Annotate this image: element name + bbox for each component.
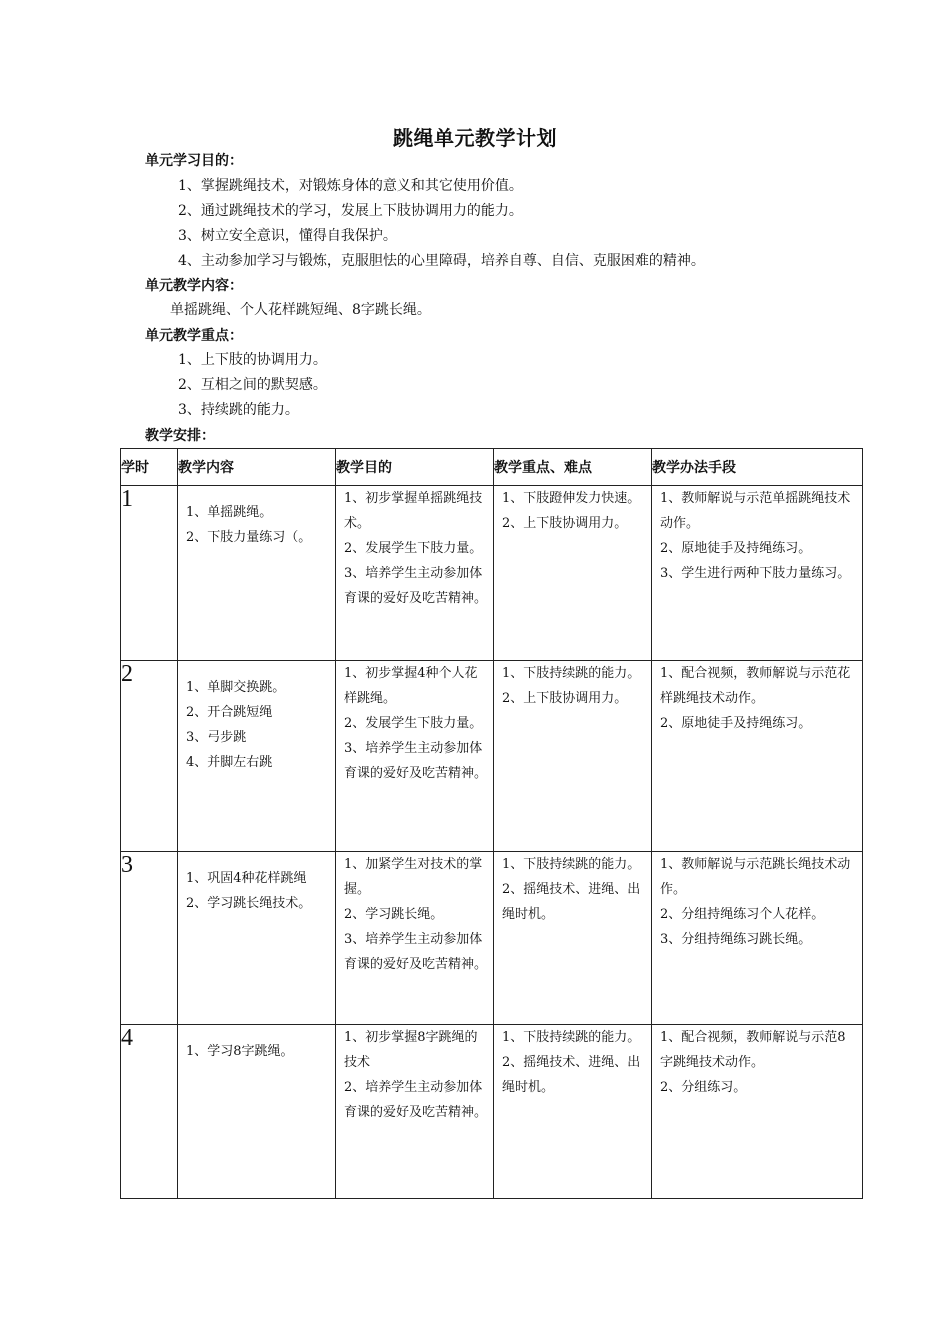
cell-line: 2、发展学生下肢力量。 xyxy=(344,541,483,556)
cell-line: 1、配合视频，教师解说与示范8字跳绳技术动作。 xyxy=(660,1030,846,1070)
hour-number: 4 xyxy=(121,1025,178,1199)
cell-content xyxy=(178,1025,336,1199)
cell-line: 2、培养学生主动参加体育课的爱好及吃苦精神。 xyxy=(344,1080,488,1120)
table-row xyxy=(121,1025,863,1199)
cell-line: 2、分组持绳练习个人花样。 xyxy=(660,907,825,922)
cell-line: 2、分组练习。 xyxy=(660,1080,747,1095)
cell-method xyxy=(652,661,863,852)
cell-line: 1、下肢持续跳的能力。 xyxy=(502,1030,641,1045)
cell-method xyxy=(652,1025,863,1199)
cell-line: 3、学生进行两种下肢力量练习。 xyxy=(660,566,851,581)
goal-item: 2、通过跳绳技术的学习，发展上下肢协调用力的能力。 xyxy=(178,203,523,219)
focus-heading: 单元教学重点： xyxy=(145,328,243,344)
cell-line: 1、下肢蹬伸发力快速。 xyxy=(502,491,641,506)
cell-key-points xyxy=(494,852,652,1025)
cell-line: 1、教师解说与示范单摇跳绳技术动作。 xyxy=(660,491,851,531)
cell-line: 1、单摇跳绳。 xyxy=(186,505,273,520)
cell-line: 3、培养学生主动参加体育课的爱好及吃苦精神。 xyxy=(344,741,488,781)
table-row xyxy=(121,852,863,1025)
cell-purpose xyxy=(336,661,494,852)
cell-line: 2、学习跳长绳。 xyxy=(344,907,444,922)
cell-line: 2、摇绳技术、进绳、出绳时机。 xyxy=(502,882,641,922)
schedule-heading: 教学安排： xyxy=(145,428,215,444)
goal-item: 1、掌握跳绳技术，对锻炼身体的意义和其它使用价值。 xyxy=(178,178,523,194)
focus-item: 3、持续跳的能力。 xyxy=(178,402,299,418)
hour-number: 2 xyxy=(121,661,178,852)
cell-line: 3、培养学生主动参加体育课的爱好及吃苦精神。 xyxy=(344,566,488,606)
cell-line: 1、初步掌握单摇跳绳技术。 xyxy=(344,491,483,531)
cell-line: 2、发展学生下肢力量。 xyxy=(344,716,483,731)
column-header-method: 教学办法手段 xyxy=(652,449,863,486)
focus-item: 1、上下肢的协调用力。 xyxy=(178,352,327,368)
cell-line: 1、初步掌握8字跳绳的技术 xyxy=(344,1030,478,1070)
cell-line: 3、弓步跳 xyxy=(186,730,247,745)
cell-line: 1、学习8字跳绳。 xyxy=(186,1044,294,1059)
cell-purpose xyxy=(336,852,494,1025)
goal-item: 3、树立安全意识，懂得自我保护。 xyxy=(178,228,397,244)
focus-item: 2、互相之间的默契感。 xyxy=(178,377,327,393)
column-header-purpose: 教学目的 xyxy=(336,449,494,486)
cell-line: 2、原地徒手及持绳练习。 xyxy=(660,541,812,556)
cell-line: 2、开合跳短绳 xyxy=(186,705,273,720)
column-header-content: 教学内容 xyxy=(178,449,336,486)
table-header-row xyxy=(121,449,863,486)
cell-key-points xyxy=(494,1025,652,1199)
cell-purpose xyxy=(336,486,494,661)
cell-line: 3、培养学生主动参加体育课的爱好及吃苦精神。 xyxy=(344,932,488,972)
cell-line: 4、并脚左右跳 xyxy=(186,755,273,770)
schedule-table xyxy=(120,448,863,1199)
cell-line: 1、配合视频，教师解说与示范花样跳绳技术动作。 xyxy=(660,666,851,706)
table-row xyxy=(121,486,863,661)
cell-content xyxy=(178,486,336,661)
cell-line: 3、分组持绳练习跳长绳。 xyxy=(660,932,812,947)
cell-line: 1、下肢持续跳的能力。 xyxy=(502,857,641,872)
cell-line: 1、下肢持续跳的能力。 xyxy=(502,666,641,681)
cell-line: 1、加紧学生对技术的掌握。 xyxy=(344,857,483,897)
document-title: 跳绳单元教学计划 xyxy=(393,126,557,150)
cell-line: 2、下肢力量练习（。 xyxy=(186,530,312,545)
cell-content xyxy=(178,852,336,1025)
content-text: 单摇跳绳、个人花样跳短绳、8字跳长绳。 xyxy=(170,302,431,318)
cell-content xyxy=(178,661,336,852)
cell-purpose xyxy=(336,1025,494,1199)
cell-line: 1、初步掌握4种个人花样跳绳。 xyxy=(344,666,478,706)
cell-line: 2、上下肢协调用力。 xyxy=(502,691,628,706)
hour-number: 3 xyxy=(121,852,178,1025)
cell-method xyxy=(652,852,863,1025)
cell-key-points xyxy=(494,486,652,661)
cell-line: 1、单脚交换跳。 xyxy=(186,680,286,695)
cell-line: 2、学习跳长绳技术。 xyxy=(186,896,312,911)
cell-line: 1、教师解说与示范跳长绳技术动作。 xyxy=(660,857,851,897)
goal-item: 4、主动参加学习与锻炼，克服胆怯的心里障碍，培养自尊、自信、克服困难的精神。 xyxy=(178,253,705,269)
cell-line: 2、原地徒手及持绳练习。 xyxy=(660,716,812,731)
hour-number: 1 xyxy=(121,486,178,661)
cell-line: 1、巩固4种花样跳绳 xyxy=(186,871,307,886)
cell-line: 2、上下肢协调用力。 xyxy=(502,516,628,531)
table-row xyxy=(121,661,863,852)
cell-key-points xyxy=(494,661,652,852)
column-header-hour: 学时 xyxy=(121,449,178,486)
cell-line: 2、摇绳技术、进绳、出绳时机。 xyxy=(502,1055,641,1095)
goals-heading: 单元学习目的： xyxy=(145,153,243,169)
content-heading: 单元教学内容： xyxy=(145,278,243,294)
column-header-key-points: 教学重点、难点 xyxy=(494,449,652,486)
cell-method xyxy=(652,486,863,661)
